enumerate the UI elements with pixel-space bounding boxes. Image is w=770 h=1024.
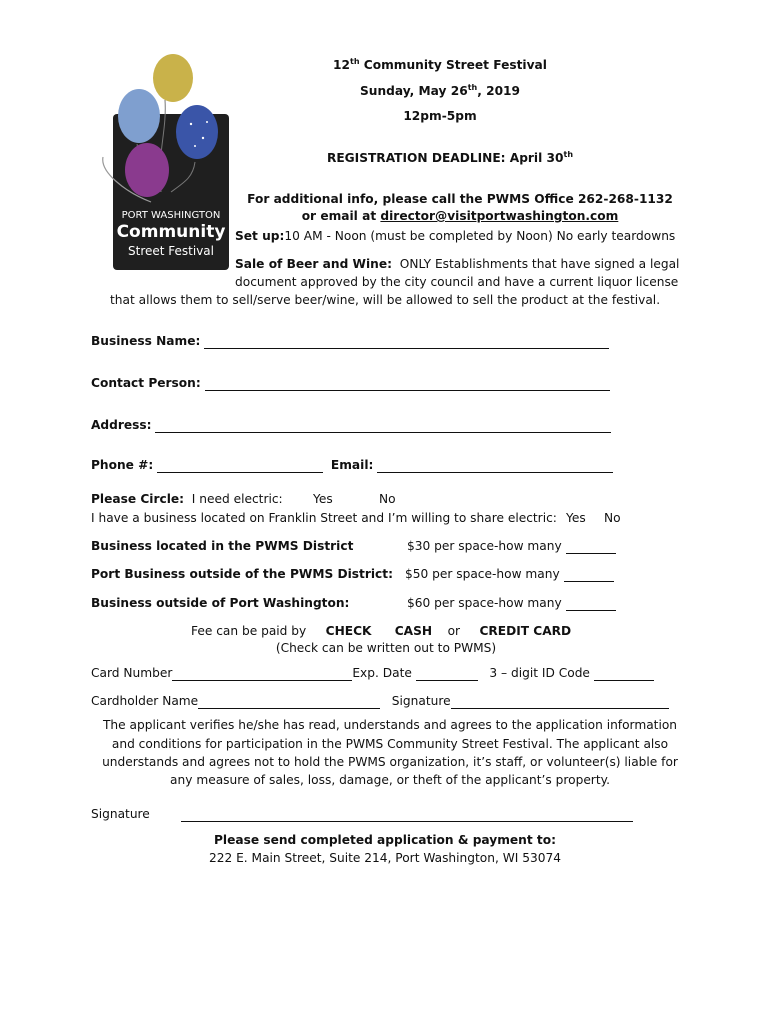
setup-line: Set up:10 AM - Noon (must be completed by Noon) No early teardowns [235,229,676,243]
electric-no[interactable]: No [379,492,396,506]
fee-label-2: Port Business outside of the PWMS District: [91,567,393,581]
contact-person-row: Contact Person: [91,376,610,391]
electric-question: Please Circle: I need electric: [91,492,283,506]
pay-cash[interactable]: CASH [394,624,433,638]
fee-price-3: $60 per space-how many [407,596,616,611]
card-row: Card Number Exp. Date 3 – digit ID Code [91,666,654,681]
fee-label-1: Business located in the PWMS District [91,539,354,553]
disclaimer-line-1: The applicant verifies he/she has read, understands and agrees to the application information [102,718,678,732]
applicant-signature-line-wrap [181,807,633,822]
payment-note: (Check can be written out to PWMS) [275,641,497,655]
logo-line3: Street Festival [128,244,214,258]
business-name-row: Business Name: [91,334,609,349]
id-code-field[interactable] [594,666,654,681]
phone-field[interactable] [157,458,323,473]
fee-price-1: $30 per space-how many [407,539,616,554]
share-electric-yes[interactable]: Yes [566,511,586,525]
beer-line-2: document approved by the city council and have a current liquor license [235,275,679,289]
disclaimer-line-4: any measure of sales, loss, damage, or theft of the applicant’s property. [170,773,610,787]
phone-email-row: Phone #: Email: [91,458,613,473]
applicant-signature-row: Signature [91,807,150,821]
share-electric-no[interactable]: No [604,511,621,525]
festival-time: 12pm-5pm [403,109,477,123]
beer-line-1: Sale of Beer and Wine: ONLY Establishments that have signed a legal [235,257,680,271]
send-address: 222 E. Main Street, Suite 214, Port Washington, WI 53074 [208,851,562,865]
info-line-1: For additional info, please call the PWMS Office 262-268-1132 [247,192,673,206]
fee-qty-1[interactable] [566,539,616,554]
logo-line2: Community [116,222,226,242]
email-link[interactable]: director@visitportwashington.com [380,209,619,223]
email-field[interactable] [377,458,613,473]
fee-price-2: $50 per space-how many [405,567,614,582]
logo-line1: PORT WASHINGTON [121,210,221,221]
cardholder-field[interactable] [198,694,380,709]
registration-deadline: REGISTRATION DEADLINE: April 30th [326,150,574,166]
fee-qty-3[interactable] [566,596,616,611]
festival-title: 12th Community Street Festival [333,57,547,73]
send-title: Please send completed application & payment to: [214,833,556,847]
cardholder-row: Cardholder Name Signature [91,694,669,709]
card-signature-field[interactable] [451,694,669,709]
electric-yes[interactable]: Yes [313,492,333,506]
payment-methods: Fee can be paid by CHECK CASH or CREDIT CARD [191,624,572,638]
contact-person-field[interactable] [205,376,610,391]
fee-qty-2[interactable] [564,567,614,582]
business-name-field[interactable] [204,334,609,349]
applicant-signature-field[interactable] [181,807,633,822]
address-field[interactable] [155,418,611,433]
disclaimer-line-2: and conditions for participation in the PWMS Community Street Festival. The applicant also [111,737,669,751]
share-electric-question: I have a business located on Franklin Street and I’m willing to share electric: [91,511,557,525]
beer-line-3: that allows them to sell/serve beer/wine, will be allowed to sell the product at the festival. [110,293,661,307]
card-number-field[interactable] [172,666,352,681]
festival-date: Sunday, May 26th, 2019 [359,83,521,99]
disclaimer-line-3: understands and agrees not to hold the PWMS organization, it’s staff, or volunteer(s) liable for [102,755,678,769]
pay-credit-card[interactable]: CREDIT CARD [479,624,572,638]
pay-check[interactable]: CHECK [325,624,372,638]
fee-label-3: Business outside of Port Washington: [91,596,350,610]
festival-logo [95,52,235,272]
exp-date-field[interactable] [416,666,478,681]
address-row: Address: [91,418,611,433]
info-line-2: or email at director@visitportwashington.com [301,209,619,223]
